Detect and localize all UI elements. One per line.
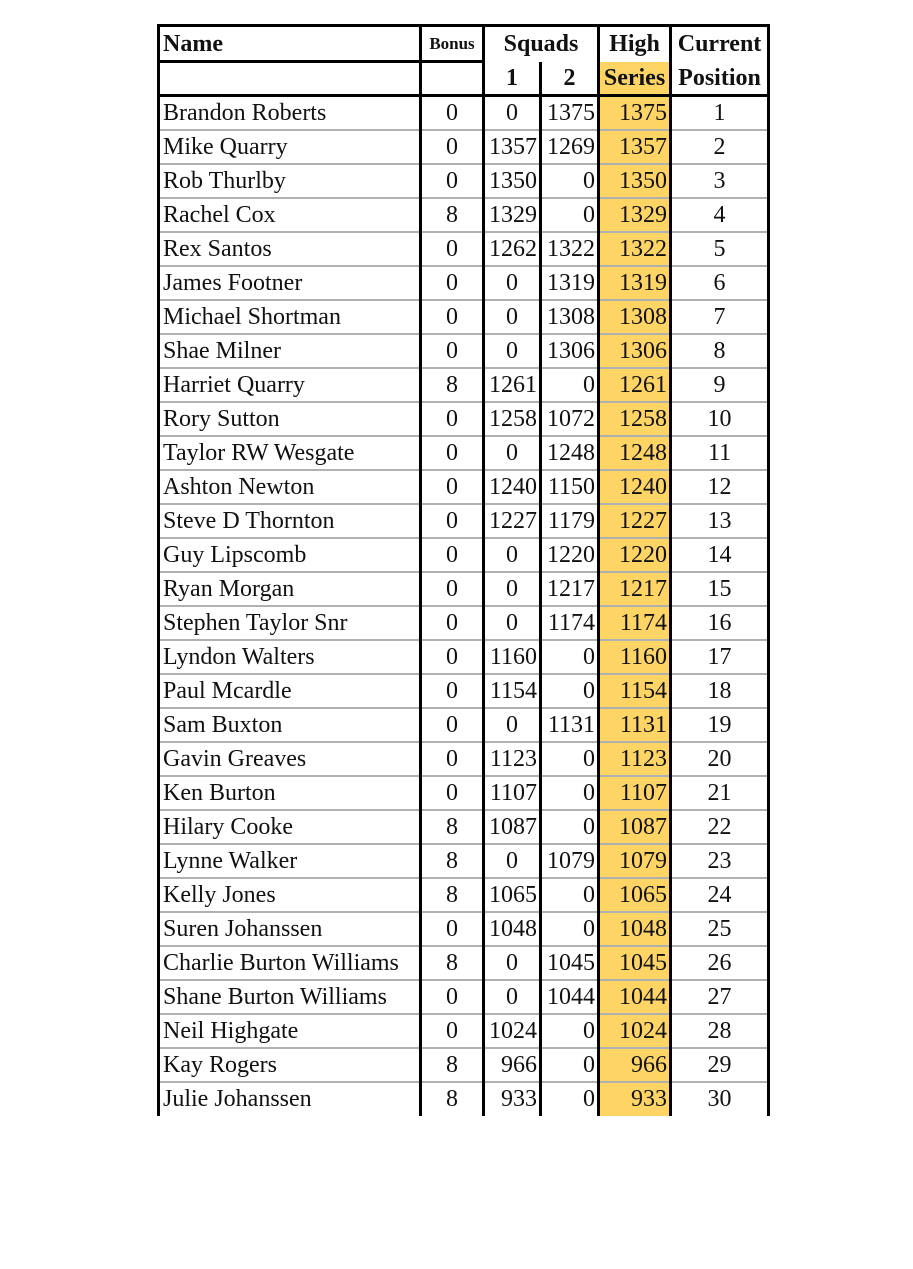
position-cell: 13 (671, 504, 769, 538)
bonus-cell: 0 (421, 504, 484, 538)
header-position: Position (671, 62, 769, 96)
bonus-cell: 0 (421, 674, 484, 708)
squad-2-cell: 1269 (541, 130, 599, 164)
player-name: Suren Johanssen (159, 912, 421, 946)
table-row (159, 470, 769, 504)
squad-2-cell: 0 (541, 912, 599, 946)
bonus-cell: 0 (421, 606, 484, 640)
player-name: Brandon Roberts (159, 96, 421, 130)
squad-2-cell: 1150 (541, 470, 599, 504)
position-cell: 10 (671, 402, 769, 436)
position-cell: 3 (671, 164, 769, 198)
squad-1-cell: 1048 (484, 912, 541, 946)
squad-2-cell: 1322 (541, 232, 599, 266)
squad-2-cell: 1044 (541, 980, 599, 1014)
table-header (159, 26, 769, 96)
header-squad-1: 1 (484, 62, 541, 96)
player-name: Lyndon Walters (159, 640, 421, 674)
table-row (159, 674, 769, 708)
table-row (159, 368, 769, 402)
squad-1-cell: 1357 (484, 130, 541, 164)
squad-1-cell: 1024 (484, 1014, 541, 1048)
position-cell: 16 (671, 606, 769, 640)
table-row (159, 436, 769, 470)
table-row (159, 1014, 769, 1048)
squad-1-cell: 1087 (484, 810, 541, 844)
position-cell: 21 (671, 776, 769, 810)
squad-2-cell: 1174 (541, 606, 599, 640)
high-series-cell: 1329 (599, 198, 671, 232)
squad-2-cell: 0 (541, 640, 599, 674)
high-series-cell: 966 (599, 1048, 671, 1082)
position-cell: 17 (671, 640, 769, 674)
player-name: Steve D Thornton (159, 504, 421, 538)
bonus-cell: 8 (421, 844, 484, 878)
squad-1-cell: 1240 (484, 470, 541, 504)
high-series-cell: 1375 (599, 96, 671, 130)
high-series-cell: 1079 (599, 844, 671, 878)
bonus-cell: 0 (421, 164, 484, 198)
high-series-cell: 1131 (599, 708, 671, 742)
position-cell: 1 (671, 96, 769, 130)
bonus-cell: 0 (421, 96, 484, 130)
player-name: Ashton Newton (159, 470, 421, 504)
high-series-cell: 1174 (599, 606, 671, 640)
bonus-cell: 0 (421, 640, 484, 674)
header-high: High (599, 26, 671, 62)
squad-1-cell: 0 (484, 946, 541, 980)
position-cell: 28 (671, 1014, 769, 1048)
squad-2-cell: 0 (541, 1014, 599, 1048)
squad-1-cell: 0 (484, 300, 541, 334)
table-row (159, 300, 769, 334)
table-row (159, 198, 769, 232)
position-cell: 20 (671, 742, 769, 776)
squad-2-cell: 1375 (541, 96, 599, 130)
table-row (159, 708, 769, 742)
header-bonus: Bonus (421, 26, 484, 62)
player-name: Kay Rogers (159, 1048, 421, 1082)
position-cell: 4 (671, 198, 769, 232)
squad-2-cell: 0 (541, 164, 599, 198)
player-name: Shane Burton Williams (159, 980, 421, 1014)
squad-2-cell: 0 (541, 674, 599, 708)
bonus-cell: 0 (421, 232, 484, 266)
player-name: Lynne Walker (159, 844, 421, 878)
player-name: Mike Quarry (159, 130, 421, 164)
squad-1-cell: 1123 (484, 742, 541, 776)
header-series: Series (599, 62, 671, 96)
bonus-cell: 0 (421, 470, 484, 504)
high-series-cell: 1306 (599, 334, 671, 368)
position-cell: 22 (671, 810, 769, 844)
player-name: Guy Lipscomb (159, 538, 421, 572)
player-name: Paul Mcardle (159, 674, 421, 708)
bonus-cell: 8 (421, 946, 484, 980)
squad-2-cell: 1306 (541, 334, 599, 368)
position-cell: 7 (671, 300, 769, 334)
squad-1-cell: 0 (484, 334, 541, 368)
header-name: Name (159, 26, 421, 62)
results-table (157, 24, 770, 1116)
position-cell: 11 (671, 436, 769, 470)
player-name: Hilary Cooke (159, 810, 421, 844)
squad-1-cell: 1261 (484, 368, 541, 402)
table-row (159, 266, 769, 300)
squad-1-cell: 0 (484, 844, 541, 878)
squad-2-cell: 0 (541, 1082, 599, 1116)
squad-1-cell: 0 (484, 96, 541, 130)
header-squads: Squads (484, 26, 599, 62)
bonus-cell: 0 (421, 1014, 484, 1048)
high-series-cell: 1248 (599, 436, 671, 470)
player-name: Michael Shortman (159, 300, 421, 334)
position-cell: 25 (671, 912, 769, 946)
table-row (159, 640, 769, 674)
table-row (159, 232, 769, 266)
player-name: James Footner (159, 266, 421, 300)
table-row (159, 810, 769, 844)
table-row (159, 572, 769, 606)
high-series-cell: 1308 (599, 300, 671, 334)
squad-1-cell: 0 (484, 980, 541, 1014)
table-row (159, 742, 769, 776)
squad-2-cell: 0 (541, 776, 599, 810)
bonus-cell: 0 (421, 334, 484, 368)
squad-2-cell: 0 (541, 198, 599, 232)
player-name: Rachel Cox (159, 198, 421, 232)
squad-1-cell: 1329 (484, 198, 541, 232)
squad-2-cell: 0 (541, 810, 599, 844)
header-row-bottom (159, 62, 769, 96)
player-name: Ryan Morgan (159, 572, 421, 606)
squad-1-cell: 1065 (484, 878, 541, 912)
high-series-cell: 1160 (599, 640, 671, 674)
bonus-cell: 0 (421, 742, 484, 776)
position-cell: 12 (671, 470, 769, 504)
header-row-top (159, 26, 769, 62)
table-row (159, 334, 769, 368)
position-cell: 6 (671, 266, 769, 300)
bonus-cell: 0 (421, 300, 484, 334)
position-cell: 14 (671, 538, 769, 572)
high-series-cell: 1240 (599, 470, 671, 504)
high-series-cell: 1154 (599, 674, 671, 708)
bonus-cell: 0 (421, 912, 484, 946)
position-cell: 26 (671, 946, 769, 980)
bonus-cell: 0 (421, 980, 484, 1014)
squad-2-cell: 1308 (541, 300, 599, 334)
table-row (159, 538, 769, 572)
squad-2-cell: 1131 (541, 708, 599, 742)
squad-1-cell: 0 (484, 708, 541, 742)
high-series-cell: 1045 (599, 946, 671, 980)
table-row (159, 164, 769, 198)
high-series-cell: 1044 (599, 980, 671, 1014)
table-body (159, 96, 769, 1116)
table-row (159, 912, 769, 946)
table-row (159, 504, 769, 538)
position-cell: 15 (671, 572, 769, 606)
bonus-cell: 8 (421, 198, 484, 232)
header-name-blank (159, 62, 421, 96)
squad-1-cell: 1154 (484, 674, 541, 708)
position-cell: 5 (671, 232, 769, 266)
squad-1-cell: 1160 (484, 640, 541, 674)
bonus-cell: 0 (421, 402, 484, 436)
bonus-cell: 0 (421, 776, 484, 810)
squad-1-cell: 1350 (484, 164, 541, 198)
high-series-cell: 1123 (599, 742, 671, 776)
position-cell: 19 (671, 708, 769, 742)
squad-1-cell: 1227 (484, 504, 541, 538)
table-row (159, 130, 769, 164)
squad-2-cell: 1220 (541, 538, 599, 572)
header-current: Current (671, 26, 769, 62)
squad-2-cell: 1248 (541, 436, 599, 470)
table-row (159, 606, 769, 640)
squad-2-cell: 1079 (541, 844, 599, 878)
position-cell: 30 (671, 1082, 769, 1116)
high-series-cell: 1350 (599, 164, 671, 198)
player-name: Julie Johanssen (159, 1082, 421, 1116)
high-series-cell: 1319 (599, 266, 671, 300)
bonus-cell: 8 (421, 368, 484, 402)
bonus-cell: 0 (421, 572, 484, 606)
player-name: Gavin Greaves (159, 742, 421, 776)
squad-1-cell: 1262 (484, 232, 541, 266)
high-series-cell: 933 (599, 1082, 671, 1116)
player-name: Rob Thurlby (159, 164, 421, 198)
squad-1-cell: 0 (484, 266, 541, 300)
player-name: Harriet Quarry (159, 368, 421, 402)
squad-1-cell: 0 (484, 436, 541, 470)
squad-1-cell: 966 (484, 1048, 541, 1082)
table-row (159, 980, 769, 1014)
table-row (159, 776, 769, 810)
squad-2-cell: 0 (541, 368, 599, 402)
position-cell: 27 (671, 980, 769, 1014)
player-name: Charlie Burton Williams (159, 946, 421, 980)
player-name: Taylor RW Wesgate (159, 436, 421, 470)
bonus-cell: 8 (421, 1048, 484, 1082)
table-row (159, 402, 769, 436)
table-row (159, 1048, 769, 1082)
table-row (159, 878, 769, 912)
high-series-cell: 1107 (599, 776, 671, 810)
results-sheet (157, 24, 767, 1116)
bonus-cell: 8 (421, 1082, 484, 1116)
bonus-cell: 0 (421, 436, 484, 470)
bonus-cell: 0 (421, 130, 484, 164)
player-name: Rory Sutton (159, 402, 421, 436)
high-series-cell: 1322 (599, 232, 671, 266)
position-cell: 29 (671, 1048, 769, 1082)
position-cell: 9 (671, 368, 769, 402)
bonus-cell: 0 (421, 538, 484, 572)
bonus-cell: 0 (421, 708, 484, 742)
player-name: Rex Santos (159, 232, 421, 266)
player-name: Ken Burton (159, 776, 421, 810)
squad-1-cell: 0 (484, 572, 541, 606)
squad-2-cell: 1319 (541, 266, 599, 300)
squad-1-cell: 933 (484, 1082, 541, 1116)
high-series-cell: 1261 (599, 368, 671, 402)
player-name: Kelly Jones (159, 878, 421, 912)
table-row (159, 96, 769, 130)
squad-1-cell: 0 (484, 606, 541, 640)
position-cell: 23 (671, 844, 769, 878)
bonus-cell: 8 (421, 878, 484, 912)
squad-2-cell: 1072 (541, 402, 599, 436)
squad-2-cell: 1045 (541, 946, 599, 980)
position-cell: 18 (671, 674, 769, 708)
bonus-cell: 0 (421, 266, 484, 300)
table-row (159, 1082, 769, 1116)
squad-2-cell: 0 (541, 742, 599, 776)
table-row (159, 844, 769, 878)
squad-1-cell: 1258 (484, 402, 541, 436)
header-bonus-blank (421, 62, 484, 96)
table-row (159, 946, 769, 980)
squad-2-cell: 0 (541, 1048, 599, 1082)
squad-1-cell: 1107 (484, 776, 541, 810)
player-name: Stephen Taylor Snr (159, 606, 421, 640)
player-name: Sam Buxton (159, 708, 421, 742)
high-series-cell: 1258 (599, 402, 671, 436)
squad-1-cell: 0 (484, 538, 541, 572)
player-name: Shae Milner (159, 334, 421, 368)
high-series-cell: 1048 (599, 912, 671, 946)
position-cell: 8 (671, 334, 769, 368)
high-series-cell: 1220 (599, 538, 671, 572)
high-series-cell: 1217 (599, 572, 671, 606)
high-series-cell: 1065 (599, 878, 671, 912)
squad-2-cell: 0 (541, 878, 599, 912)
position-cell: 24 (671, 878, 769, 912)
position-cell: 2 (671, 130, 769, 164)
player-name: Neil Highgate (159, 1014, 421, 1048)
high-series-cell: 1357 (599, 130, 671, 164)
high-series-cell: 1227 (599, 504, 671, 538)
bonus-cell: 8 (421, 810, 484, 844)
high-series-cell: 1024 (599, 1014, 671, 1048)
squad-2-cell: 1217 (541, 572, 599, 606)
high-series-cell: 1087 (599, 810, 671, 844)
squad-2-cell: 1179 (541, 504, 599, 538)
header-squad-2: 2 (541, 62, 599, 96)
